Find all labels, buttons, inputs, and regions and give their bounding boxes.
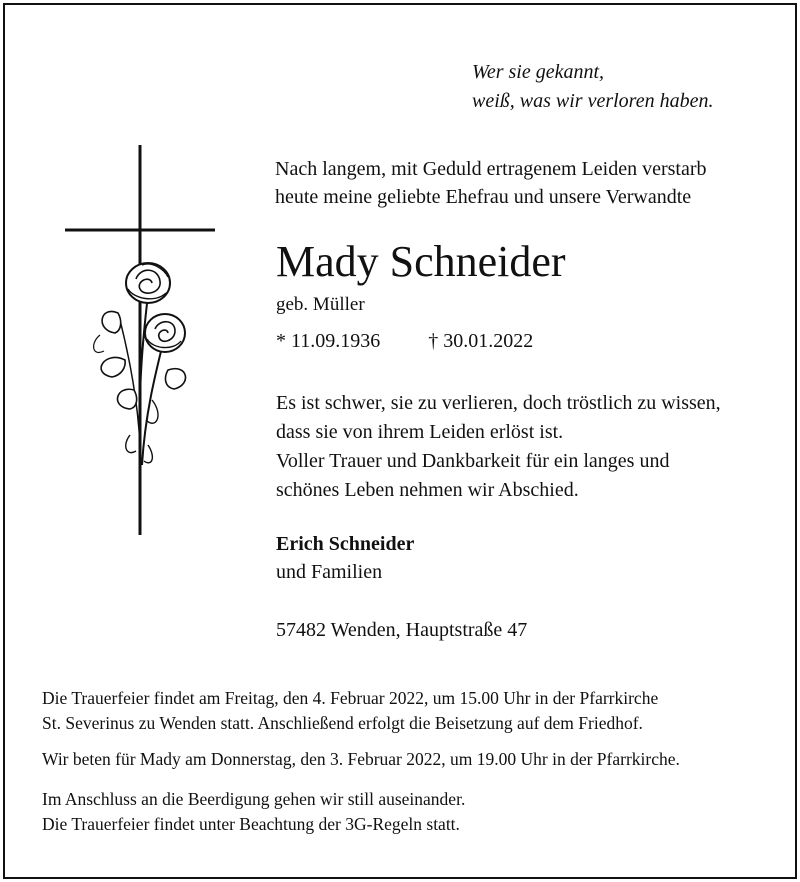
closing-line-2: Die Trauerfeier findet unter Beachtung der 3G-Regeln statt. — [42, 814, 460, 834]
motto-line-2: weiß, was wir verloren haben. — [472, 90, 714, 112]
deceased-name: Mady Schneider — [276, 237, 566, 286]
mourner-family: und Familien — [276, 561, 383, 583]
message-line-3: Voller Trauer und Dankbarkeit für ein langes und — [276, 450, 670, 472]
intro-line-2: heute meine geliebte Ehefrau und unsere Verwandte — [275, 186, 692, 208]
death-date: † 30.01.2022 — [428, 330, 534, 352]
intro-text — [275, 155, 707, 211]
farewell-message — [276, 389, 721, 505]
message-line-2: dass sie von ihrem Leiden erlöst ist. — [276, 421, 564, 443]
message-line-4: schönes Leben nehmen wir Abschied. — [276, 479, 579, 501]
maiden-name: geb. Müller — [276, 294, 365, 315]
mourner-address: 57482 Wenden, Hauptstraße 47 — [276, 619, 528, 641]
cross-with-roses-icon — [60, 145, 230, 535]
closing-notice — [42, 787, 465, 837]
funeral-line-2: St. Severinus zu Wenden statt. Anschließend erfolgt die Beisetzung auf dem Friedhof. — [42, 713, 643, 733]
message-line-1: Es ist schwer, sie zu verlieren, doch tröstlich zu wissen, — [276, 392, 721, 414]
motto-line-1: Wer sie gekannt, — [472, 61, 605, 83]
mourner-name: Erich Schneider — [276, 533, 415, 555]
funeral-line-1: Die Trauerfeier findet am Freitag, den 4. Februar 2022, um 15.00 Uhr in der Pfarrkirche — [42, 688, 659, 708]
birth-date: * 11.09.1936 — [276, 330, 381, 352]
motto-quote — [472, 58, 713, 116]
funeral-notice — [42, 686, 658, 736]
intro-line-1: Nach langem, mit Geduld ertragenem Leiden verstarb — [275, 158, 707, 180]
closing-line-1: Im Anschluss an die Beerdigung gehen wir still auseinander. — [42, 789, 466, 809]
prayer-notice: Wir beten für Mady am Donnerstag, den 3. Februar 2022, um 19.00 Uhr in der Pfarrkirche. — [42, 749, 680, 769]
life-dates — [276, 327, 533, 355]
